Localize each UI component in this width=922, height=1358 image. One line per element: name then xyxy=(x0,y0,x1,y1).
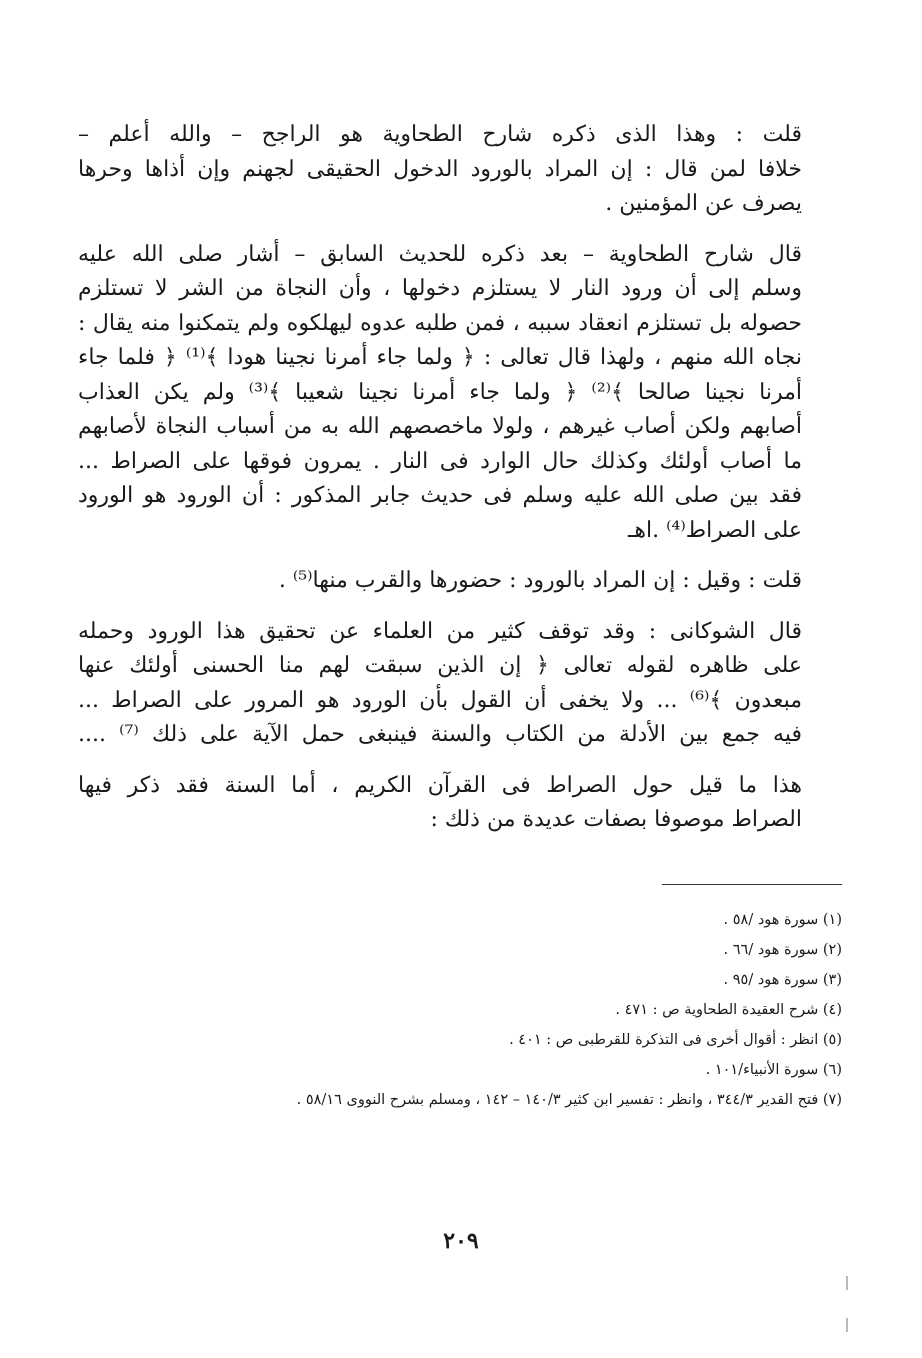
paragraph-2 xyxy=(78,238,842,549)
text-line: الصراط موصوفا بصفات عديدة من ذلك : xyxy=(430,807,802,832)
text-line: أمرنا نجينا صالحا ﴾⁽²⁾ ﴿ ولما جاء أمرنا نجينا شعيبا ﴾⁽³⁾ ولم يكن العذاب xyxy=(78,379,802,405)
footnotes xyxy=(78,905,842,1115)
text-line: قال الشوكانى : وقد توقف كثير من العلماء عن تحقيق هذا الورود وحمله xyxy=(78,618,802,644)
text-line: يصرف عن المؤمنين . xyxy=(605,191,802,216)
footnote-7: (٧) فتح القدير ٣٤٤/٣ ، وانظر : تفسير ابن كثير ١٤٠/٣ – ١٤٢ ، ومسلم بشرح النووى ٥٨/١٦ . xyxy=(296,1091,842,1108)
text-line: قال شارح الطحاوية – بعد ذكره للحديث السابق – أشار صلى الله عليه xyxy=(78,241,802,267)
paragraph-1 xyxy=(78,118,842,222)
text-line: قلت : وقيل : إن المراد بالورود : حضورها والقرب منها⁽⁵⁾ . xyxy=(278,568,802,593)
text-line: ما أصاب أولئك وكذلك حال الوارد فى النار . يمرون فوقها على الصراط ... xyxy=(78,448,802,474)
scan-margin-mark xyxy=(846,1276,848,1290)
paragraph-4 xyxy=(78,615,842,753)
page-number: ٢٠٩ xyxy=(443,1228,479,1254)
paragraph-5 xyxy=(78,769,842,838)
text-line: فيه جمع بين الأدلة من الكتاب والسنة فينبغى حمل الآية على ذلك ⁽⁷⁾ .... xyxy=(78,722,802,747)
paragraph-3 xyxy=(78,564,842,599)
text-line: على الصراط⁽⁴⁾ .اهـ xyxy=(627,517,802,543)
text-line: خلافا لمن قال : إن المراد بالورود الدخول الحقيقى لجهنم وإن أذاها وحرها xyxy=(78,156,802,182)
footnote-4: (٤) شرح العقيدة الطحاوية ص : ٤٧١ . xyxy=(615,1001,842,1018)
text-line: على ظاهره لقوله تعالى ﴿ إن الذين سبقت لهم منا الحسنى أولئك عنها xyxy=(78,653,802,678)
footnote-1: (١) سورة هود /٥٨ . xyxy=(723,911,842,928)
footnote-5: (٥) انظر : أقوال أخرى فى التذكرة للقرطبى ص : ٤٠١ . xyxy=(509,1031,842,1048)
footnote-6: (٦) سورة الأنبياء/١٠١ . xyxy=(705,1061,842,1078)
scan-margin-mark xyxy=(846,1318,848,1332)
text-line: مبعدون ﴾⁽⁶⁾ ... ولا يخفى أن القول بأن الورود هو المرور على الصراط ... xyxy=(78,687,803,713)
footnote-divider xyxy=(662,884,842,885)
text-line: أصابهم ولكن أصاب غيرهم ، ولولا ماخصصهم الله به من أسباب النجاة لأصابهم xyxy=(78,414,802,439)
text-line: نجاه الله منهم ، ولهذا قال تعالى : ﴿ ولما جاء أمرنا نجينا هودا ﴾⁽¹⁾ ﴿ فلما جاء xyxy=(78,345,802,370)
text-line: فقد بين صلى الله عليه وسلم فى حديث جابر المذكور : أن الورود هو الورود xyxy=(78,483,802,508)
text-line: حصوله بل تستلزم انعقاد سببه ، فمن طلبه عدوه ليهلكوه ولم يتمكنوا منه يقال : xyxy=(78,310,802,336)
footnote-3: (٣) سورة هود /٩٥ . xyxy=(723,971,842,988)
text-line: وسلم إلى أن ورود النار لا يستلزم دخولها ، وأن النجاة من الشر لا تستلزم xyxy=(78,276,802,301)
footnote-2: (٢) سورة هود /٦٦ . xyxy=(723,941,842,958)
text-line: قلت : وهذا الذى ذكره شارح الطحاوية هو الراجح – والله أعلم – xyxy=(78,122,802,147)
text-line: هذا ما قيل حول الصراط فى القرآن الكريم ، أما السنة فقد ذكر فيها xyxy=(78,772,802,798)
